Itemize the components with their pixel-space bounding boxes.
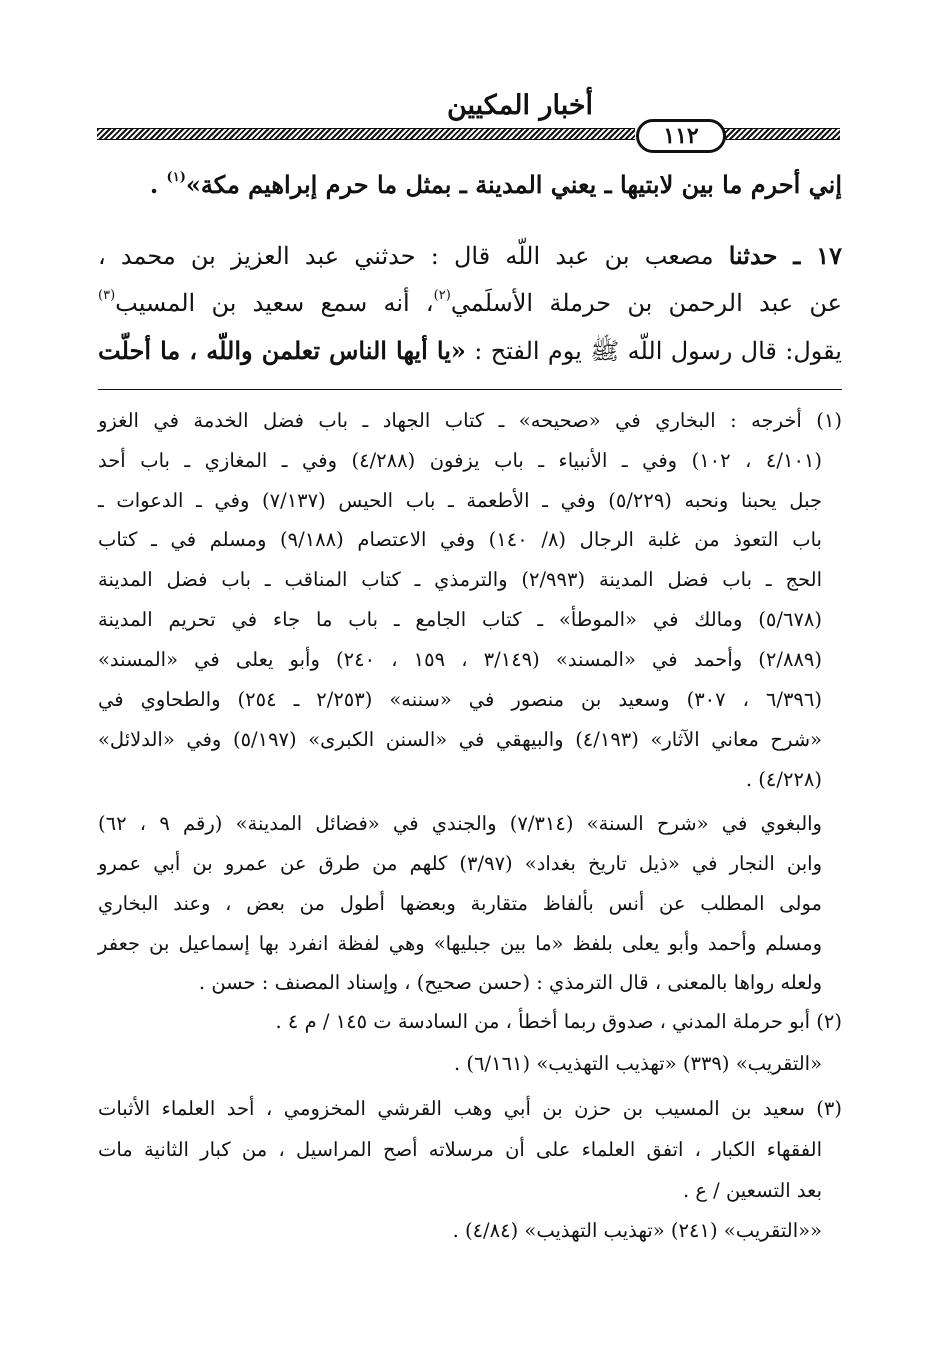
footnote-line: (٥/٦٧٨) ومالك في «الموطأ» ـ كتاب الجامع ـ باب ما جاء في تحريم المدينة [98,608,822,631]
footnote-line: ومسلم وأحمد وأبو يعلى بلفظ «ما بين جبليها» وهي لفظة انفرد بها إسماعيل بن جعفر [98,932,822,955]
main-line-1-end: . [149,170,167,199]
footnote-line: (١) أخرجه : البخاري في «صحيحه» ـ كتاب الجهاد ـ باب فضل الخدمة في الغزو [98,409,842,432]
footnote-line: (٤/٢٢٨) . [745,768,822,791]
main-line-1 [98,165,842,205]
running-header-title: أخبار المكيين [446,90,594,121]
main-line-2-text: مصعب بن عبد اللّه قال : حدثني عبد العزيز بن محمد ، [98,242,729,270]
footnote-line: وابن النجار في «ذيل تاريخ بغداد» (٣/٩٧) كلهم من طرق عن عمرو بن أبي عمرو [98,852,822,875]
footnote-line: (٤/١٠١ ، ١٠٢) وفي ـ الأنبياء ـ باب يزفون (٤/٢٨٨) وفي ـ المغازي ـ باب أحد [98,449,822,472]
hadith-number: ١٧ ـ حدثنا [728,241,842,270]
main-line-3-text-b: ، أنه سمع سعيد بن المسيب [115,289,434,317]
main-line-4-bold: «يا أيها الناس تعلمن واللّه ، ما أحلّت [98,336,466,365]
footnote-line: ولعله رواها بالمعنى ، قال الترمذي : (حسن صحيح) ، وإسناد المصنف : حسن . [198,971,822,994]
footnote-line: (٢/٨٨٩) وأحمد في «المسند» (٣/١٤٩ ، ١٥٩ ، ٢٤٠) وأبو يعلى في «المسند» [98,648,822,671]
footnote-separator [98,389,842,390]
main-line-3 [98,283,842,323]
footnote-line: باب التعوذ من غلبة الرجال (٨/ ١٤٠) وفي الاعتصام (٩/١٨٨) ومسلم في ـ كتاب [98,528,822,551]
header-rule-right [722,128,840,140]
footnote-line: (٢) أبو حرملة المدني ، صدوق ربما أخطأ ، من السادسة ت ١٤٥ / م ٤ . [275,1010,842,1033]
footnote-line: الحج ـ باب فضل المدينة (٢/٩٩٣) والترمذي ـ كتاب المناقب ـ باب فضل المدينة [98,568,822,591]
main-line-1-text: إني أحرم ما بين لابتيها ـ يعني المدينة ـ بمثل ما حرم إبراهيم مكة» [185,170,842,199]
footnote-line: الفقهاء الكبار ، اتفق العلماء على أن مرسلاته أصح المراسيل ، من كبار الثانية مات [98,1138,822,1161]
footnote-ref-3: (٣) [98,288,116,303]
footnote-line: (٦/٣٩٦ ، ٣٠٧) وسعيد بن منصور في «سننه» (٢/٢٥٣ ـ ٢٥٤) والطحاوي في [98,688,822,711]
main-line-4 [98,331,842,371]
footnote-line: والبغوي في «شرح السنة» (٧/٣١٤) والجندي في «فضائل المدينة» (رقم ٩ ، ٦٢) [98,812,822,835]
footnote-ref-2: (٢) [433,288,451,303]
footnote-line: بعد التسعين / ع . [682,1179,822,1202]
footnote-line: «شرح معاني الآثار» (٤/١٩٣) والبيهقي في «السنن الكبرى» (٥/١٩٧) وفي «الدلائل» [98,728,822,751]
main-line-4-text: يقول: قال رسول اللّه ﷺ يوم الفتح : [465,337,842,365]
footnote-line: جبل يحبنا ونحبه (٥/٢٢٩) وفي ـ الأطعمة ـ باب الحيس (٧/١٣٧) وفي ـ الدعوات ـ [98,489,823,512]
main-line-2 [98,236,842,276]
page-number: ١١٢ [636,119,726,153]
footnote-line: «التقريب» (٣٣٩) «تهذيب التهذيب» (٦/١٦١) . [454,1052,822,1075]
footnote-line: مولى المطلب عن أنس بألفاظ متقاربة وبعضها أطول من بعض ، وعند البخاري [98,892,822,915]
header-rule-left [97,128,635,140]
footnote-line: ««التقريب» (٢٤١) «تهذيب التهذيب» (٤/٨٤) . [452,1219,822,1242]
footnote-ref-1: (١) [166,170,186,185]
main-line-3-text-a: عن عبد الرحمن بن حرملة الأسلَمي [450,289,842,317]
footnote-line: (٣) سعيد بن المسيب بن حزن بن أبي وهب القرشي المخزومي ، أحد العلماء الأثبات [98,1097,842,1120]
